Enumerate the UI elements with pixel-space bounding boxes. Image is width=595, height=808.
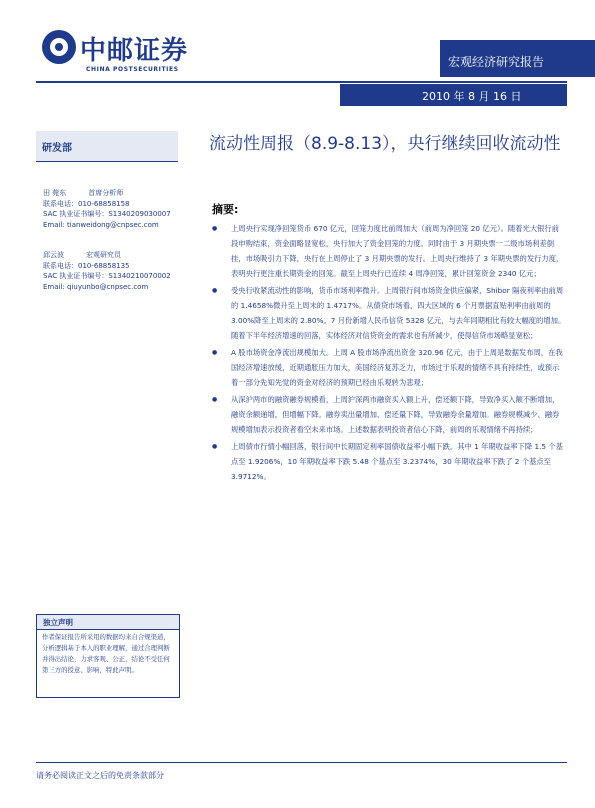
footer-rule (36, 762, 567, 763)
department-label: 研发部 (42, 143, 72, 154)
disclaimer-header (37, 615, 179, 630)
analyst-role: 首席分析师 (88, 189, 124, 197)
analyst-phone: 联系电话：010-68858135 (43, 261, 130, 270)
abstract-bullet: ● 从深沪两市的融资融券规模看，上周沪深两市融资买入额上升，偿还额下降，导致净买入额不断增加，融资余额递增，但增幅下降。融券卖出量增加、偿还量下降，导致融券余量增加。融券规模减少、融券规模增加表示投资者看空未来市场。上述数据表明投资者信心下降，前周的乐观情绪不再持续； (212, 392, 566, 437)
report-type: 宏观经济研究报告 (448, 55, 545, 69)
abstract-bullet: ● 上周债市行情小幅回落，银行间中长期固定利率国债收益率小幅下跌。其中 1 年期收益率下降 1.5 个基点至 1.9206%，10 年期收益率下跌 5.48 个基点至 3.2374%，30 年期收益率下跌了 2 个基点至 3.9712%。 (212, 439, 566, 484)
analyst-license: SAC 执业证书编号：S1340209030007 (43, 210, 171, 218)
header-rule (36, 81, 567, 83)
abstract-bullet: ● A 股市场资金净流出规模加大。上周 A 股市场净流出资金 320.96 亿元，由于上周是数据发布周，在我国经济增速放缓，近期通胀压力加大，美国经济复苏乏力，市场过于乐观的情绪不具有持续性，或预示着一部分先知先觉的资金对经济的预期已经由乐观转为悲观； (212, 345, 566, 390)
disclaimer-text: 作者保证报告所采用的数据均来自合规渠道，分析逻辑基于本人的职业理解，通过合理判断并得出结论，力求客观、公正，结论不受任何第三方的授意、影响，特此声明。 (42, 633, 170, 674)
disclaimer-label: 独立声明 (43, 618, 73, 627)
disclaimer-box (36, 614, 180, 698)
brand-name: 中邮证券 (80, 36, 189, 66)
analyst-name: 田 菀东 (43, 189, 67, 197)
abstract-label: 摘要: (212, 203, 239, 216)
abstract-bullet: ● 受央行收紧流动性的影响，货币市场利率微升。上周银行间市场资金供应偏紧，Shibor 隔夜利率由前周的 1.4658%微升至上周末的 1.4717%。从债贷市场看，四大区域的 6 个月票据直贴利率由前周的 3.00%降至上周末的 2.80%。7 月份新增人民币信贷 5328 亿元，与去年同期相比有较大幅度的增加。随着下半年经济增速的回落，实体经济对信贷资金的需求也有所减少，使得信贷市场略显宽松； (212, 283, 566, 343)
abstract-bullet: ● 上周央行实现净回笼货币 670 亿元，回笼力度比前周加大（前周为净回笼 20 亿元）。随着光大银行前段申购结束，资金面略显宽松，央行加大了资金回笼的力度。同时由于 3 月期央票一二级市场利差倒挂，市场吸引力下降，央行在上周停止了 3 月期央票的发行。上周央行维持了 3 年期央票的发行力度，表明央行更注重长期资金的回笼。截至上周央行已连续 4 周净回笼，累计回笼资金 2340 亿元； (212, 221, 566, 281)
abstract-list (212, 221, 566, 486)
analyst-license: SAC 执业证书编号：S1340210070002 (43, 272, 171, 280)
analyst-card (43, 188, 193, 230)
analyst-email[interactable]: Email: qiuyunbo@cnpsec.com (43, 282, 149, 291)
analyst-card (43, 250, 193, 292)
analyst-email[interactable]: Email: tianweidong@cnpsec.com (43, 220, 159, 229)
analyst-name: 邱云波 (43, 251, 64, 259)
report-title: 流动性周报（8.9-8.13），央行继续回收流动性 (209, 134, 561, 154)
analyst-phone: 联系电话：010-68858158 (43, 199, 130, 208)
brand-name-english: CHINA POSTSECURITIES (86, 66, 179, 73)
department-header (36, 131, 178, 162)
china-post-logo-icon (42, 30, 76, 64)
analyst-role: 宏观研究员 (86, 251, 121, 259)
footer-note: 请务必阅读正文之后的免责条款部分 (36, 771, 164, 780)
report-date: 2010 年 8 月 16 日 (422, 90, 522, 103)
